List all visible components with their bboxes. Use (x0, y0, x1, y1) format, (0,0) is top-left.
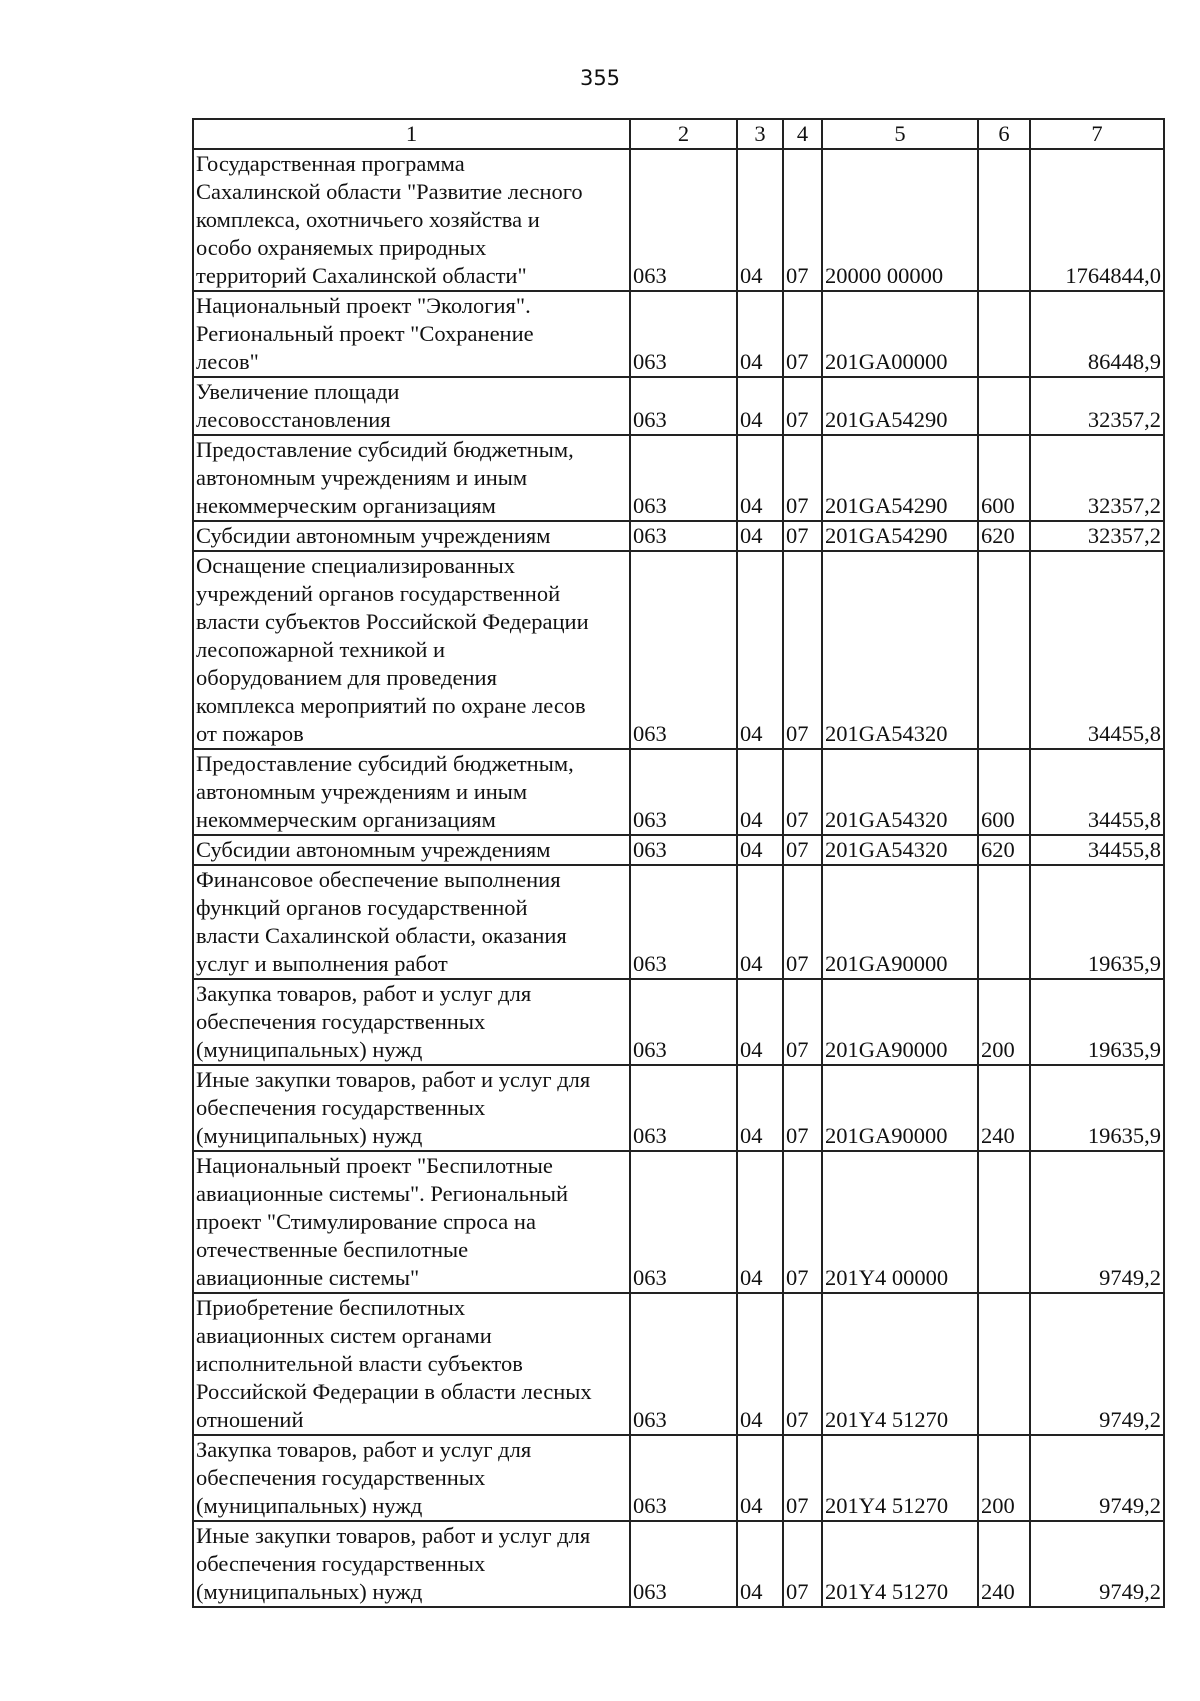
row-subsection-cell: 07 (783, 1521, 822, 1607)
table-row (193, 749, 1164, 835)
row-target-article-cell: 201GA54290 (822, 435, 978, 521)
row-amount-cell: 19635,9 (1030, 1065, 1164, 1151)
row-amount-cell: 34455,8 (1030, 749, 1164, 835)
column-header-2: 2 (630, 119, 737, 149)
row-amount-cell: 1764844,0 (1030, 149, 1164, 291)
row-ministry-code-cell: 063 (630, 865, 737, 979)
row-ministry-code-cell: 063 (630, 521, 737, 551)
row-section-cell: 04 (737, 521, 783, 551)
row-amount-cell: 34455,8 (1030, 835, 1164, 865)
row-target-article-cell: 201GA54290 (822, 521, 978, 551)
row-subsection-cell: 07 (783, 979, 822, 1065)
table-row (193, 1065, 1164, 1151)
row-subsection-cell: 07 (783, 377, 822, 435)
row-target-article-cell: 201GA54320 (822, 551, 978, 749)
row-expense-type-cell: 600 (978, 435, 1030, 521)
column-header-6: 6 (978, 119, 1030, 149)
row-subsection-cell: 07 (783, 435, 822, 521)
row-name-cell: Субсидии автономным учреждениям (193, 835, 630, 865)
table-row (193, 865, 1164, 979)
row-amount-cell: 32357,2 (1030, 435, 1164, 521)
row-expense-type-cell (978, 149, 1030, 291)
row-name-cell: Иные закупки товаров, работ и услуг для обеспечения государственных (муниципальных) нужд (193, 1521, 630, 1607)
row-ministry-code-cell: 063 (630, 291, 737, 377)
column-header-7: 7 (1030, 119, 1164, 149)
row-name-cell: Предоставление субсидий бюджетным, автономным учреждениям и иным некоммерческим организациям (193, 435, 630, 521)
row-section-cell: 04 (737, 1151, 783, 1293)
row-expense-type-cell: 600 (978, 749, 1030, 835)
row-section-cell: 04 (737, 291, 783, 377)
row-section-cell: 04 (737, 749, 783, 835)
row-ministry-code-cell: 063 (630, 1521, 737, 1607)
row-name-cell: Иные закупки товаров, работ и услуг для обеспечения государственных (муниципальных) нужд (193, 1065, 630, 1151)
row-subsection-cell: 07 (783, 749, 822, 835)
table-row (193, 551, 1164, 749)
row-name-cell: Предоставление субсидий бюджетным, автономным учреждениям и иным некоммерческим организациям (193, 749, 630, 835)
row-amount-cell: 34455,8 (1030, 551, 1164, 749)
row-section-cell: 04 (737, 835, 783, 865)
row-name-cell: Субсидии автономным учреждениям (193, 521, 630, 551)
row-amount-cell: 19635,9 (1030, 979, 1164, 1065)
table-row (193, 291, 1164, 377)
column-header-5: 5 (822, 119, 978, 149)
row-expense-type-cell (978, 1293, 1030, 1435)
table-row (193, 1521, 1164, 1607)
row-subsection-cell: 07 (783, 1065, 822, 1151)
row-expense-type-cell: 620 (978, 835, 1030, 865)
row-name-cell: Оснащение специализированных учреждений органов государственной власти субъектов Российской Федерации лесопожарной техникой и оборудованием для проведения комплекса мероприятий по охране лесов от пожаров (193, 551, 630, 749)
row-target-article-cell: 20000 00000 (822, 149, 978, 291)
row-expense-type-cell (978, 377, 1030, 435)
row-amount-cell: 32357,2 (1030, 377, 1164, 435)
row-subsection-cell: 07 (783, 1435, 822, 1521)
row-section-cell: 04 (737, 1065, 783, 1151)
row-amount-cell: 9749,2 (1030, 1435, 1164, 1521)
row-subsection-cell: 07 (783, 1151, 822, 1293)
row-ministry-code-cell: 063 (630, 149, 737, 291)
table-row (193, 835, 1164, 865)
row-target-article-cell: 201GA90000 (822, 865, 978, 979)
row-ministry-code-cell: 063 (630, 835, 737, 865)
row-section-cell: 04 (737, 551, 783, 749)
row-ministry-code-cell: 063 (630, 1293, 737, 1435)
row-section-cell: 04 (737, 435, 783, 521)
row-ministry-code-cell: 063 (630, 435, 737, 521)
header-row (193, 119, 1164, 149)
table-row (193, 1435, 1164, 1521)
row-target-article-cell: 201GA00000 (822, 291, 978, 377)
row-amount-cell: 9749,2 (1030, 1521, 1164, 1607)
row-subsection-cell: 07 (783, 865, 822, 979)
row-expense-type-cell: 240 (978, 1521, 1030, 1607)
row-amount-cell: 9749,2 (1030, 1151, 1164, 1293)
row-expense-type-cell: 240 (978, 1065, 1030, 1151)
row-ministry-code-cell: 063 (630, 1435, 737, 1521)
row-name-cell: Увеличение площади лесовосстановления (193, 377, 630, 435)
table-row (193, 435, 1164, 521)
row-amount-cell: 32357,2 (1030, 521, 1164, 551)
row-subsection-cell: 07 (783, 521, 822, 551)
row-subsection-cell: 07 (783, 149, 822, 291)
budget-table (192, 118, 1165, 1608)
row-target-article-cell: 201GA54290 (822, 377, 978, 435)
row-section-cell: 04 (737, 1435, 783, 1521)
row-expense-type-cell: 200 (978, 979, 1030, 1065)
row-section-cell: 04 (737, 979, 783, 1065)
table-row (193, 1293, 1164, 1435)
row-ministry-code-cell: 063 (630, 749, 737, 835)
row-ministry-code-cell: 063 (630, 979, 737, 1065)
row-section-cell: 04 (737, 1293, 783, 1435)
row-ministry-code-cell: 063 (630, 377, 737, 435)
row-subsection-cell: 07 (783, 551, 822, 749)
row-subsection-cell: 07 (783, 291, 822, 377)
row-subsection-cell: 07 (783, 1293, 822, 1435)
row-expense-type-cell: 620 (978, 521, 1030, 551)
row-target-article-cell: 201Y4 51270 (822, 1435, 978, 1521)
column-header-4: 4 (783, 119, 822, 149)
row-expense-type-cell (978, 865, 1030, 979)
row-target-article-cell: 201GA90000 (822, 1065, 978, 1151)
row-amount-cell: 86448,9 (1030, 291, 1164, 377)
table-row (193, 149, 1164, 291)
table-body (193, 149, 1164, 1607)
table-row (193, 377, 1164, 435)
row-name-cell: Закупка товаров, работ и услуг для обеспечения государственных (муниципальных) нужд (193, 1435, 630, 1521)
row-name-cell: Финансовое обеспечение выполнения функций органов государственной власти Сахалинской области, оказания услуг и выполнения работ (193, 865, 630, 979)
row-expense-type-cell (978, 551, 1030, 749)
row-section-cell: 04 (737, 1521, 783, 1607)
row-subsection-cell: 07 (783, 835, 822, 865)
row-name-cell: Национальный проект "Беспилотные авиационные системы". Региональный проект "Стимулирование спроса на отечественные беспилотные авиационные системы" (193, 1151, 630, 1293)
row-name-cell: Национальный проект "Экология". Региональный проект "Сохранение лесов" (193, 291, 630, 377)
row-target-article-cell: 201Y4 00000 (822, 1151, 978, 1293)
row-target-article-cell: 201GA90000 (822, 979, 978, 1065)
row-name-cell: Закупка товаров, работ и услуг для обеспечения государственных (муниципальных) нужд (193, 979, 630, 1065)
row-expense-type-cell (978, 291, 1030, 377)
table-row (193, 521, 1164, 551)
row-section-cell: 04 (737, 865, 783, 979)
row-ministry-code-cell: 063 (630, 1151, 737, 1293)
row-name-cell: Государственная программа Сахалинской области "Развитие лесного комплекса, охотничьего хозяйства и особо охраняемых природных территорий Сахалинской области" (193, 149, 630, 291)
row-target-article-cell: 201GA54320 (822, 835, 978, 865)
page-number: 355 (579, 66, 621, 90)
row-target-article-cell: 201GA54320 (822, 749, 978, 835)
row-amount-cell: 9749,2 (1030, 1293, 1164, 1435)
row-amount-cell: 19635,9 (1030, 865, 1164, 979)
row-ministry-code-cell: 063 (630, 1065, 737, 1151)
table-row (193, 979, 1164, 1065)
row-ministry-code-cell: 063 (630, 551, 737, 749)
row-target-article-cell: 201Y4 51270 (822, 1293, 978, 1435)
column-header-3: 3 (737, 119, 783, 149)
row-section-cell: 04 (737, 377, 783, 435)
table-row (193, 1151, 1164, 1293)
row-expense-type-cell (978, 1151, 1030, 1293)
row-expense-type-cell: 200 (978, 1435, 1030, 1521)
row-name-cell: Приобретение беспилотных авиационных систем органами исполнительной власти субъектов Российской Федерации в области лесных отношений (193, 1293, 630, 1435)
row-target-article-cell: 201Y4 51270 (822, 1521, 978, 1607)
row-section-cell: 04 (737, 149, 783, 291)
table-header (193, 119, 1164, 149)
column-header-1: 1 (193, 119, 630, 149)
